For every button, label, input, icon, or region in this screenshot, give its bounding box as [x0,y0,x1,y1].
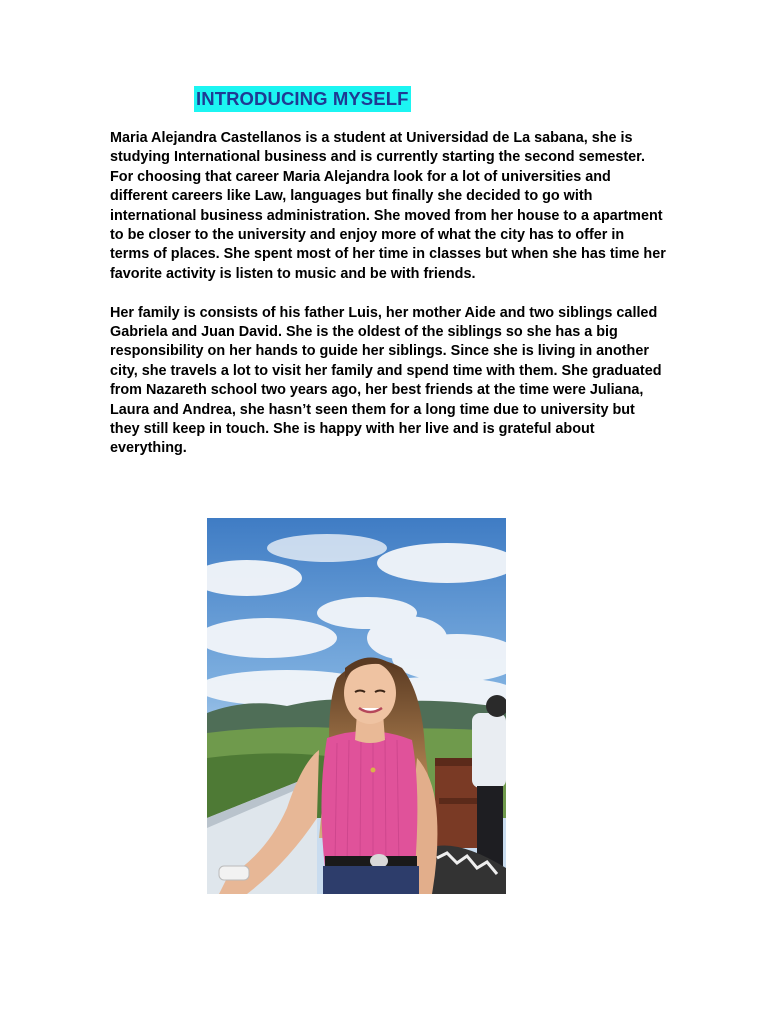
paragraph-family: Her family is consists of his father Luis, her mother Aide and two siblings called Gabriela and Juan David. She is the oldest of the siblings so she has a big responsibility on her hands to guide her siblings. Since she is living in another city, she travels a lot to visit her family and spend time with them. She graduated from Nazareth school two years ago, her best friends at the time were Juliana, Laura and Andrea, she hasn’t seen them for a long time due to university but they still keep in touch. She is happy with her live and is grateful about everything. [110,304,662,457]
portrait-photo [207,518,506,894]
document-body [110,129,666,478]
necklace-pendant [371,768,376,773]
jeans [323,866,419,894]
belt-buckle [370,854,388,868]
face [344,662,396,724]
watch [219,866,249,880]
page-title: INTRODUCING MYSELF [194,86,411,112]
paragraph-intro: Maria Alejandra Castellanos is a student at Universidad de La sabana, she is studying International business and is currently starting the second semester. For choosing that career Maria Alejandra look for a lot of universities and different careers like Law, languages but finally she decided to go with international business administration. She moved from her house to a apartment to be closer to the university and enjoy more of what the city has to offer in terms of places. She spent most of her time in classes but when she has time her favorite activity is listen to music and be with friends. [110,130,666,282]
background-person [472,713,506,788]
portrait-photo-illustration [207,518,506,894]
